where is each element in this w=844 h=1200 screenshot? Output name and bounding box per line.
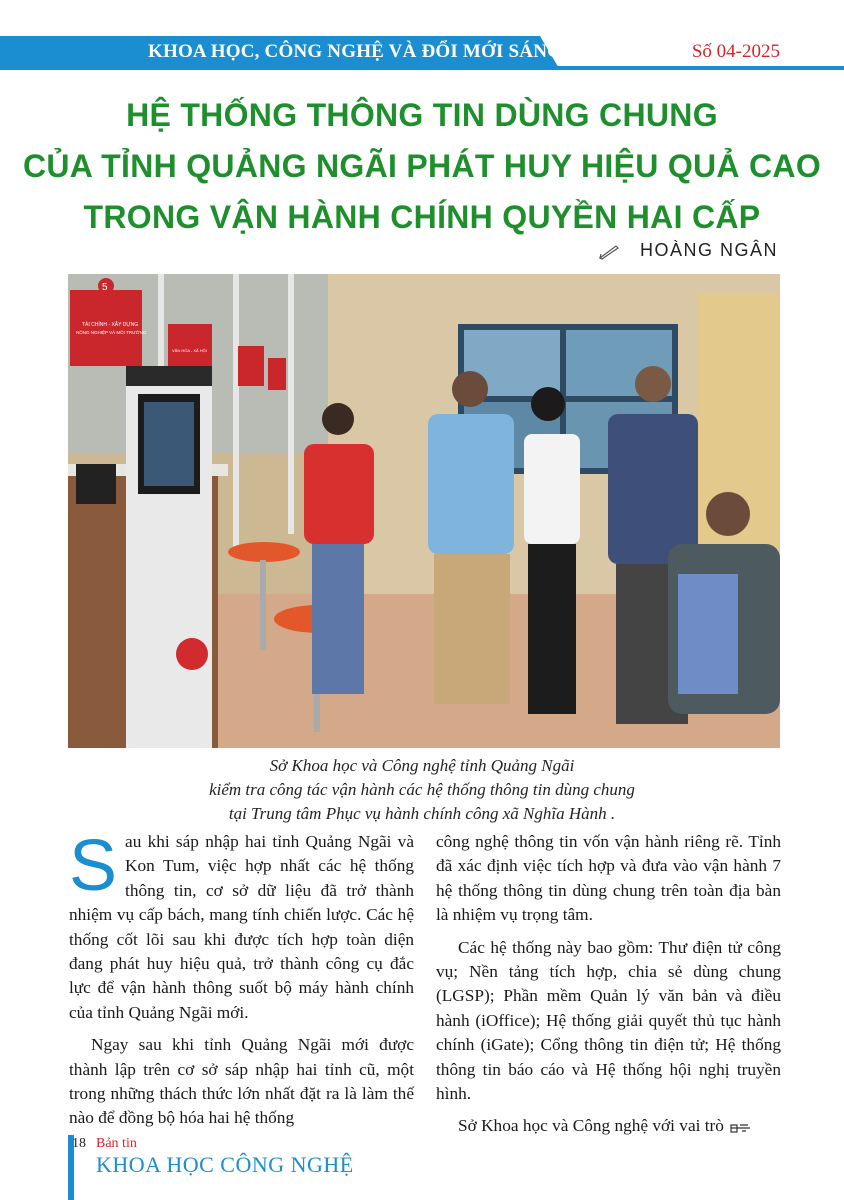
issue-number: Số 04-2025 (691, 41, 780, 62)
header-rule (0, 66, 844, 70)
body-paragraph: công nghệ thông tin vốn vận hành riêng rẽ. Tỉnh đã xác định việc tích hợp và đưa vào vận hành 7 hệ thống thông tin dùng chung trên toàn địa bàn là nhiệm vụ trọng tâm. (436, 832, 781, 925)
title-line: HỆ THỐNG THÔNG TIN DÙNG CHUNG (126, 97, 718, 133)
caption-line: tại Trung tâm Phục vụ hành chính công xã Nghĩa Hành . (228, 804, 616, 823)
sign-text: TÀI CHÍNH - XÂY DỰNG (82, 322, 139, 328)
pen-icon (598, 242, 620, 260)
footer-label-big: KHOA HỌC CÔNG NGHỆ (96, 1152, 354, 1177)
photo-caption (60, 754, 784, 826)
article-photo (68, 274, 780, 748)
body-paragraph (69, 826, 414, 1025)
byline (598, 240, 778, 261)
title-line: CỦA TỈNH QUẢNG NGÃI PHÁT HUY HIỆU QUẢ CAO (22, 148, 822, 184)
page-number: 18 (72, 1136, 86, 1151)
sign-text: VĂN HÓA - XÃ HỘI (172, 348, 207, 353)
article-title (0, 90, 844, 243)
caption-line: Sở Khoa học và Công nghệ tỉnh Quảng Ngãi (269, 756, 575, 775)
body-column-right (436, 830, 781, 1147)
paragraph-text: Sở Khoa học và Công nghệ với vai trò (458, 1116, 724, 1136)
body-paragraph (436, 1114, 781, 1138)
body-paragraph: Ngay sau khi tỉnh Quảng Ngãi mới được thành lập trên cơ sở sáp nhập hai tỉnh cũ, một trong những thách thức lớn nhất đặt ra là làm thế nào để đồng bộ hóa hai hệ thống (69, 1035, 414, 1128)
dropcap: S (69, 826, 118, 906)
sign-text: NÔNG NGHIỆP VÀ MÔI TRƯỜNG (76, 330, 147, 335)
author-name: HOÀNG NGÂN (639, 240, 778, 260)
photo-illustration (68, 274, 780, 748)
footer-label-small: Bản tin (96, 1136, 137, 1151)
caption-line: kiểm tra công tác vận hành các hệ thống thông tin dùng chung (209, 780, 635, 799)
pointing-hand-icon (730, 1122, 752, 1134)
body-paragraph: Các hệ thống này bao gồm: Thư điện tử công vụ; Nền tảng tích hợp, chia sẻ dùng chung (LGSP); Phần mềm Quản lý văn bản và điều hành (iOffice); Hệ thống giải quyết thủ tục hành chính (iGate); Cổng thông tin điện tử; Hệ thống thông tin báo cáo và Hệ thống hội nghị truyền hình. (436, 937, 781, 1104)
sign-number: 5 (102, 282, 108, 293)
body-column-left (69, 826, 414, 1139)
section-title: KHOA HỌC, CÔNG NGHỆ VÀ ĐỔI MỚI SÁNG TẠO (148, 41, 609, 62)
title-line: TRONG VẬN HÀNH CHÍNH QUYỀN HAI CẤP (83, 199, 761, 235)
paragraph-text: au khi sáp nhập hai tỉnh Quảng Ngãi và Kon Tum, việc hợp nhất các hệ thống thông tin, cơ sở dữ liệu đã trở thành nhiệm vụ cấp bách, mang tính chiến lược. Các hệ thống cốt lõi sau khi được tích hợp toàn diện đang phát huy hiệu quả, trở thành công cụ đắc lực để vận hành thông suốt bộ máy hành chính của tỉnh Quảng Ngãi mới. (69, 832, 414, 1022)
